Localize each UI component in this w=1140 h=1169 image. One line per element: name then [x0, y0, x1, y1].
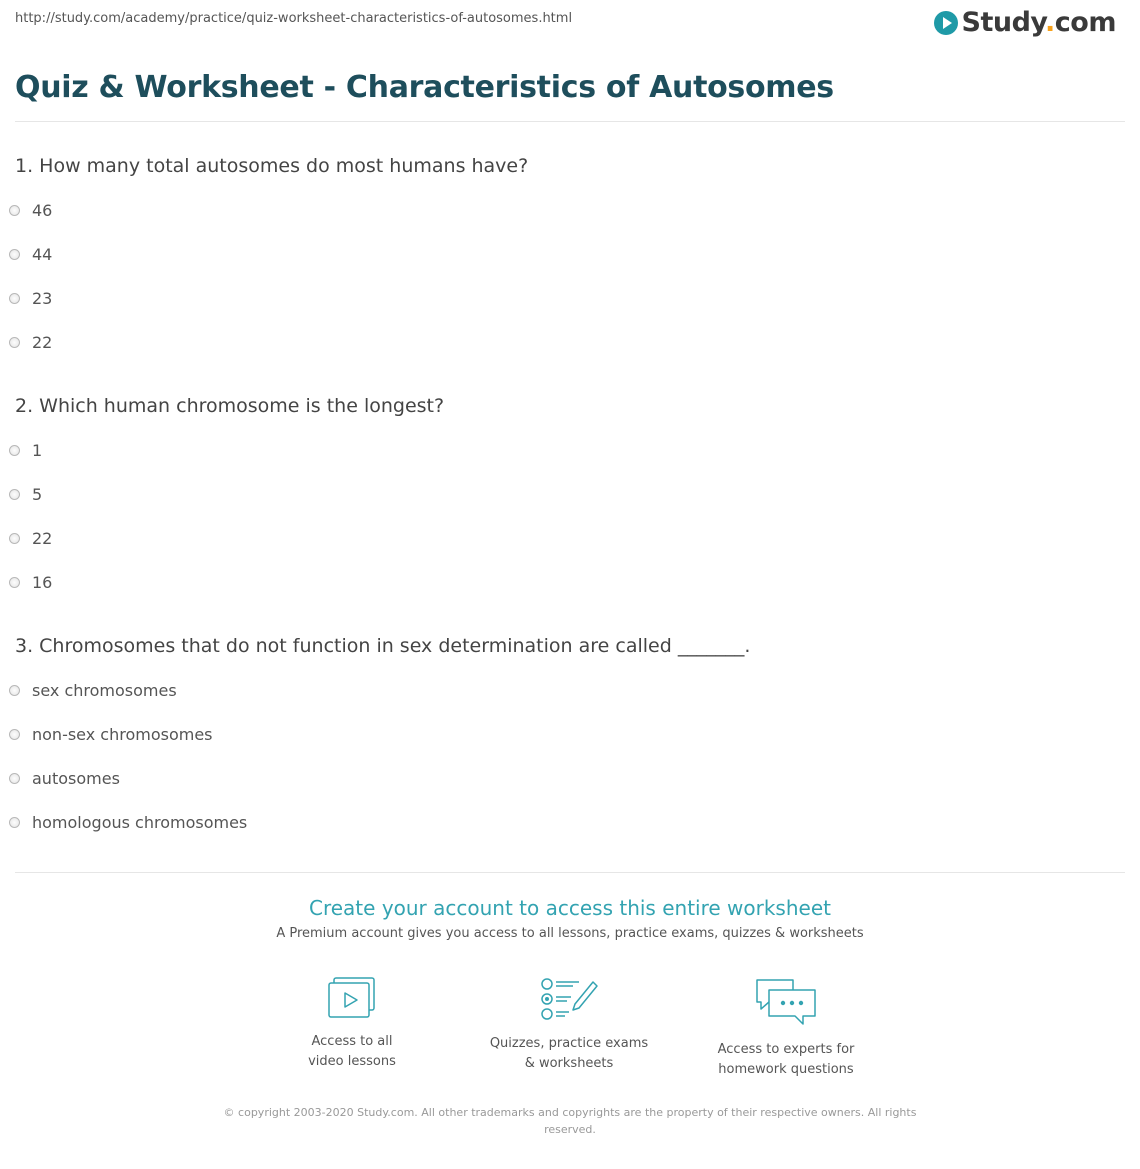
answer-option[interactable] [9, 769, 120, 788]
answer-option[interactable] [9, 529, 52, 548]
answer-option[interactable] [9, 573, 52, 592]
option-label: autosomes [32, 769, 120, 788]
divider [15, 872, 1125, 873]
question-1 [15, 155, 528, 177]
radio-button[interactable] [9, 817, 20, 828]
play-circle-icon [934, 11, 958, 35]
top-bar [0, 0, 1140, 50]
feature-quizzes [469, 976, 669, 1074]
answer-option[interactable] [9, 725, 213, 744]
option-label: 23 [32, 289, 53, 308]
question-2 [15, 395, 444, 417]
feature-label: Quizzes, practice exams & worksheets [489, 1036, 649, 1071]
quiz-checklist-icon [539, 976, 599, 1022]
option-label: homologous chromosomes [32, 813, 248, 832]
option-label: 22 [32, 333, 53, 352]
answer-option[interactable] [9, 245, 52, 264]
answer-option[interactable] [9, 813, 247, 832]
option-label: sex chromosomes [32, 681, 177, 700]
option-label: 22 [32, 529, 53, 548]
radio-button[interactable] [9, 445, 20, 456]
feature-video-lessons [252, 976, 452, 1072]
radio-button[interactable] [9, 293, 20, 304]
answer-option[interactable] [9, 201, 52, 220]
radio-button[interactable] [9, 729, 20, 740]
chat-bubbles-icon [753, 976, 819, 1028]
video-lessons-icon [326, 976, 378, 1020]
radio-button[interactable] [9, 205, 20, 216]
option-label: non-sex chromosomes [32, 725, 213, 744]
option-label: 44 [32, 245, 53, 264]
copyright-notice: © copyright 2003-2020 Study.com. All other trademarks and copyrights are the property of their respective owners. All rights reserved. [223, 1106, 917, 1136]
answer-option[interactable] [9, 289, 52, 308]
radio-button[interactable] [9, 337, 20, 348]
option-label: 16 [32, 573, 53, 592]
radio-button[interactable] [9, 533, 20, 544]
answer-option[interactable] [9, 333, 52, 352]
page-url: http://study.com/academy/practice/quiz-worksheet-characteristics-of-autosomes.html [15, 11, 573, 26]
option-label: 46 [32, 201, 53, 220]
answer-option[interactable] [9, 441, 42, 460]
divider [15, 121, 1125, 122]
radio-button[interactable] [9, 577, 20, 588]
feature-experts [686, 976, 886, 1080]
feature-label: Access to all video lessons [308, 1034, 396, 1069]
logo-text: Study.com [961, 7, 1116, 38]
study-logo[interactable] [934, 7, 1117, 38]
question-text: 3. Chromosomes that do not function in sex determination are called _______. [15, 635, 751, 657]
feature-label: Access to experts for homework questions [717, 1042, 855, 1077]
premium-description: A Premium account gives you access to all lessons, practice exams, quizzes & worksheets [276, 926, 864, 941]
radio-button[interactable] [9, 685, 20, 696]
answer-option[interactable] [9, 485, 42, 504]
question-text: 2. Which human chromosome is the longest? [15, 395, 445, 417]
question-text: 1. How many total autosomes do most humans have? [15, 155, 529, 177]
radio-button[interactable] [9, 489, 20, 500]
create-account-link[interactable]: Create your account to access this entire worksheet [309, 896, 831, 920]
page-title: Quiz & Worksheet - Characteristics of Autosomes [15, 70, 834, 105]
radio-button[interactable] [9, 773, 20, 784]
answer-option[interactable] [9, 681, 177, 700]
radio-button[interactable] [9, 249, 20, 260]
option-label: 1 [32, 441, 43, 460]
option-label: 5 [32, 485, 43, 504]
question-3 [15, 635, 750, 657]
